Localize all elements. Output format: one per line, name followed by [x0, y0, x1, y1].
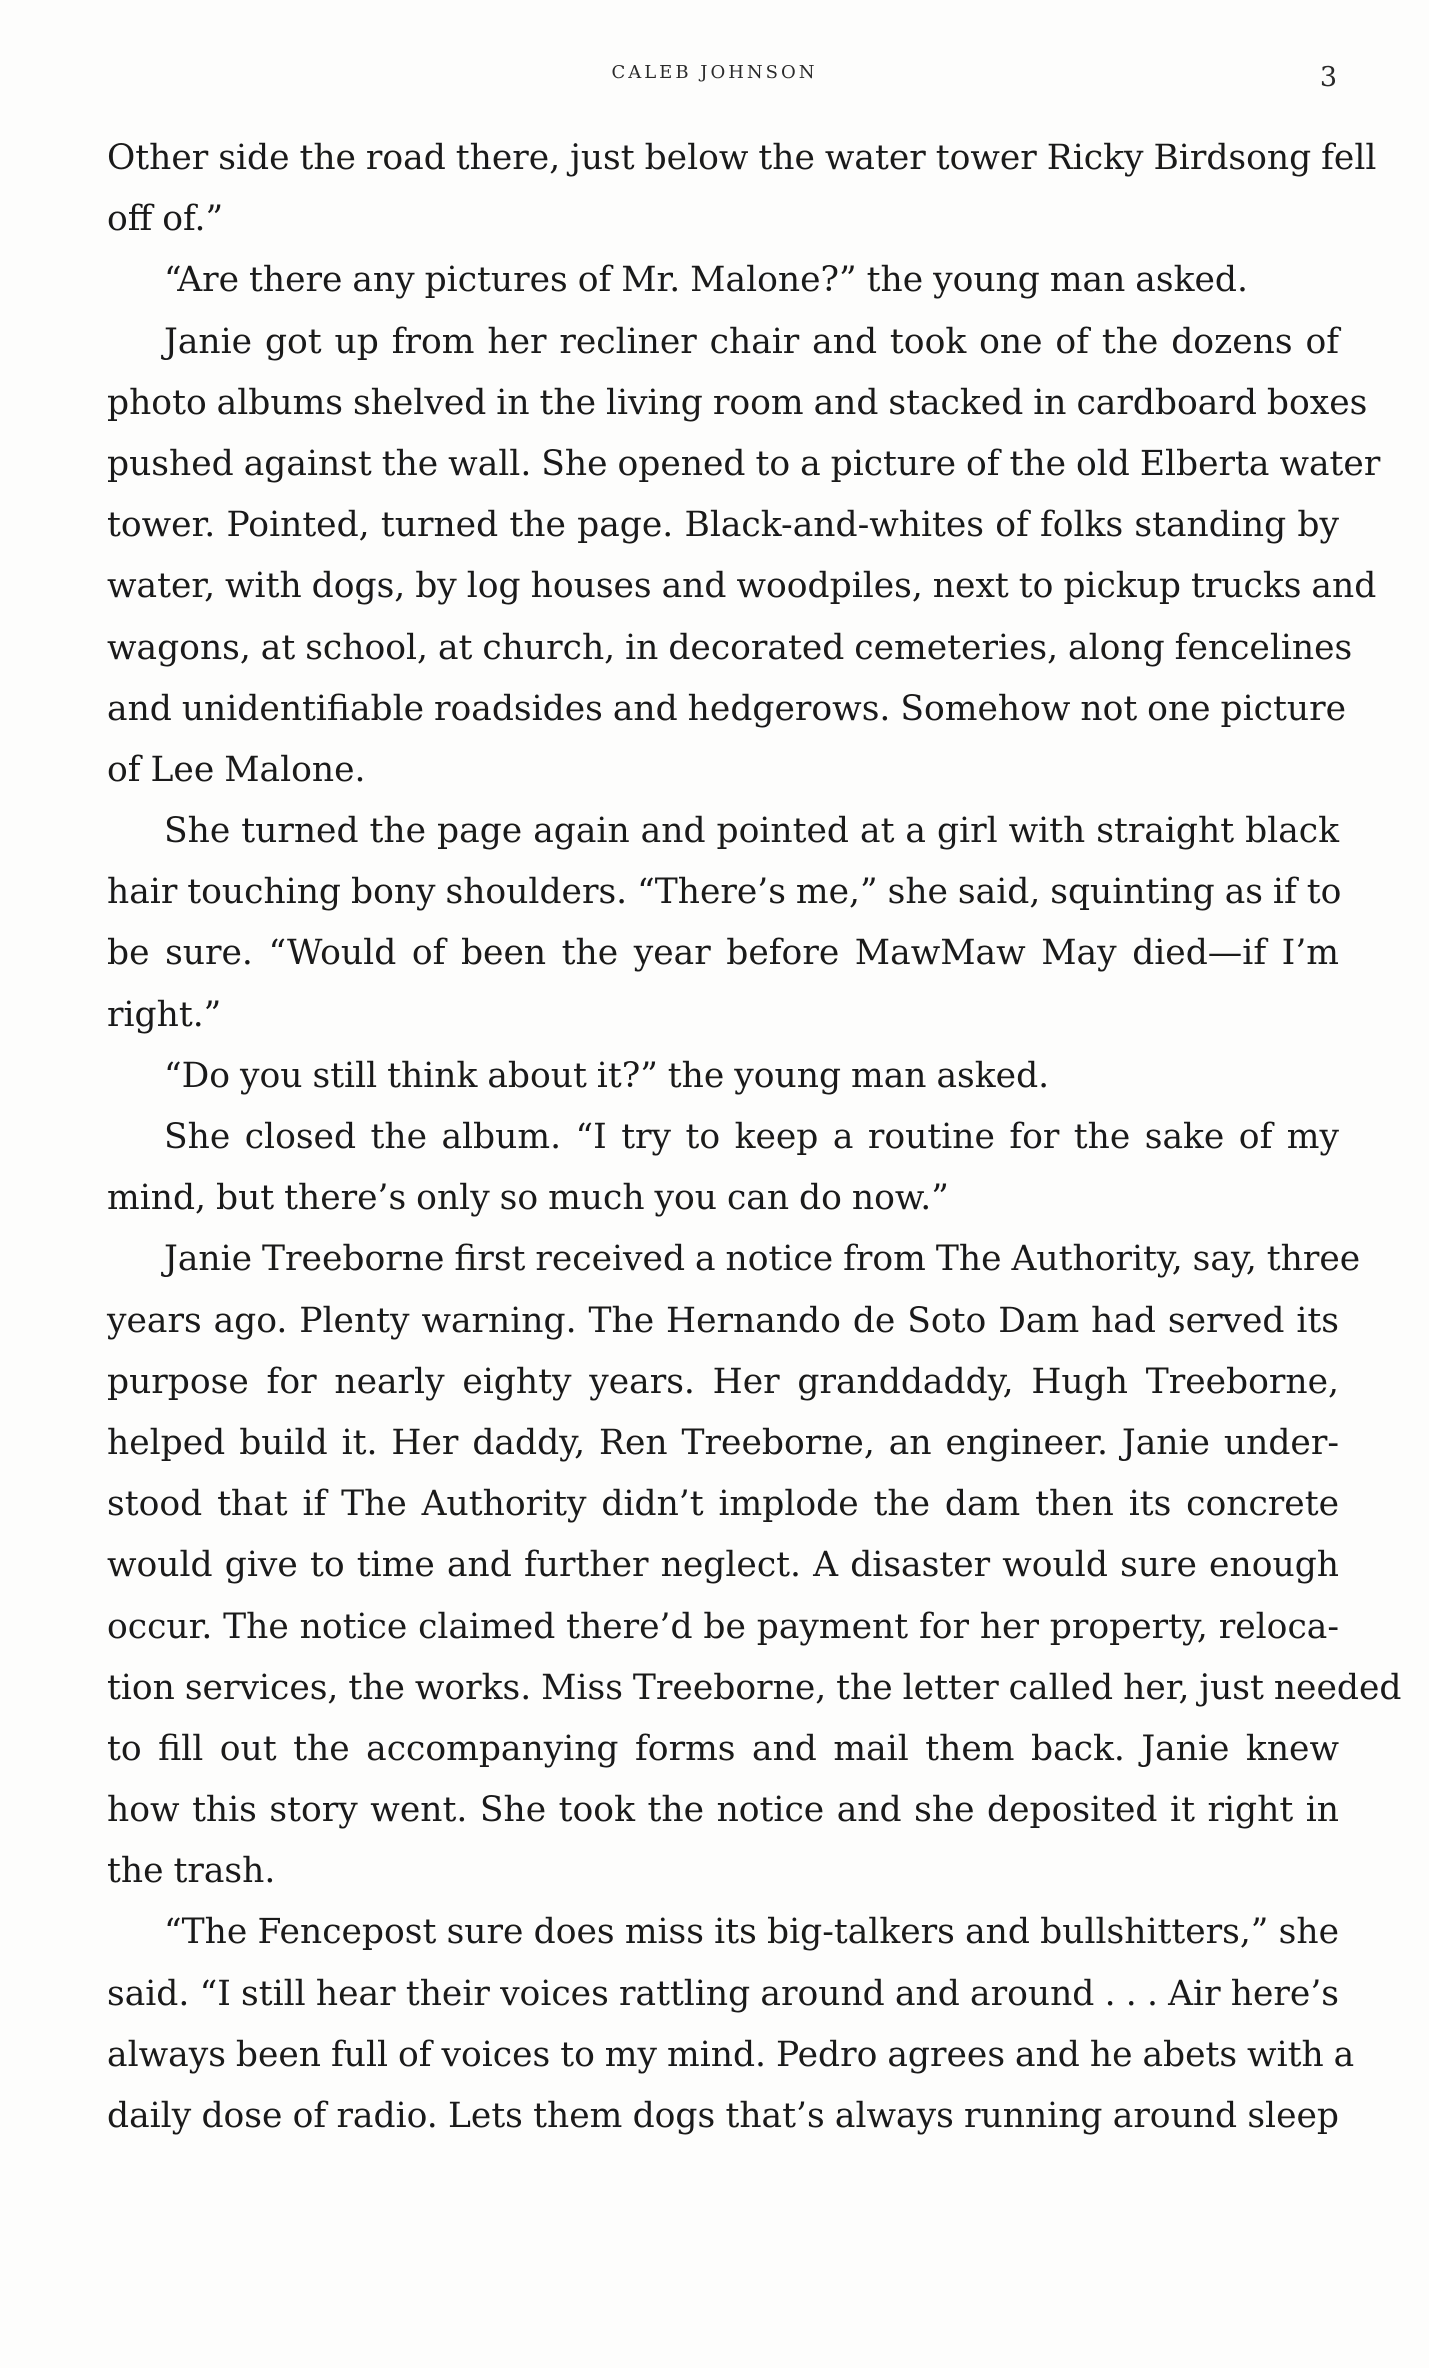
text-line: the trash. — [107, 1851, 276, 1892]
text-line: how this story went. She took the notice and she deposited it right in — [107, 1790, 1339, 1831]
text-line: always been full of voices to my mind. Pedro agrees and he abets with a — [107, 2034, 1355, 2075]
text-line: off of.” — [107, 199, 224, 240]
text-line: photo albums shelved in the living room and stacked in cardboard boxes — [107, 382, 1368, 423]
text-line: occur. The notice claimed there’d be payment for her property, reloca- — [107, 1606, 1339, 1647]
text-line: mind, but there’s only so much you can do now.” — [107, 1178, 949, 1219]
text-line: years ago. Plenty warning. The Hernando de Soto Dam had served its — [107, 1300, 1339, 1341]
text-line: helped build it. Her daddy, Ren Treeborne, an engineer. Janie under- — [107, 1422, 1339, 1463]
text-line: water, with dogs, by log houses and woodpiles, next to pickup trucks and — [107, 566, 1377, 607]
running-head-author: CALEB JOHNSON — [611, 62, 818, 83]
text-line: daily dose of radio. Lets them dogs that’s always running around sleep — [107, 2096, 1339, 2136]
text-line: pushed against the wall. She opened to a picture of the old Elberta water — [107, 443, 1381, 484]
text-line: would give to time and further neglect. A disaster would sure enough — [107, 1545, 1339, 1586]
text-line: “Are there any pictures of Mr. Malone?” the young man asked. — [164, 260, 1248, 301]
text-line: Janie Treeborne first received a notice from The Authority, say, three — [164, 1239, 1361, 1280]
text-line: to fill out the accompanying forms and mail them back. Janie knew — [107, 1728, 1339, 1769]
text-line: stood that if The Authority didn’t implode the dam then its concrete — [107, 1484, 1339, 1525]
text-line: right.” — [107, 994, 222, 1035]
text-line: She turned the page again and pointed at a girl with straight black — [164, 811, 1339, 852]
text-line: Other side the road there, just below the water tower Ricky Birdsong fell — [107, 138, 1377, 178]
text-line: She closed the album. “I try to keep a routine for the sake of my — [164, 1117, 1339, 1157]
body-text — [107, 128, 1402, 2147]
running-head — [0, 62, 1429, 92]
page-number: 3 — [1319, 62, 1337, 93]
text-line: tion services, the works. Miss Treeborne, the letter called her, just needed — [107, 1667, 1402, 1708]
text-line: said. “I still hear their voices rattling around and around . . . Air here’s — [107, 1973, 1339, 2014]
text-line: tower. Pointed, turned the page. Black-and-whites of folks standing by — [107, 505, 1339, 546]
text-line: hair touching bony shoulders. “There’s me,” she said, squinting as if to — [107, 872, 1342, 913]
text-line: Janie got up from her recliner chair and took one of the dozens of — [164, 321, 1339, 362]
text-line: purpose for nearly eighty years. Her granddaddy, Hugh Treeborne, — [107, 1361, 1339, 1402]
text-line: be sure. “Would of been the year before MawMaw May died—if I’m — [107, 933, 1339, 974]
text-line: and unidentifiable roadsides and hedgerows. Somehow not one picture — [107, 688, 1346, 729]
text-line: “Do you still think about it?” the young man asked. — [164, 1055, 1050, 1096]
text-line: of Lee Malone. — [107, 749, 366, 790]
text-line: wagons, at school, at church, in decorated cemeteries, along fencelines — [107, 627, 1353, 668]
text-line: “The Fencepost sure does miss its big-talkers and bullshitters,” she — [164, 1912, 1339, 1953]
